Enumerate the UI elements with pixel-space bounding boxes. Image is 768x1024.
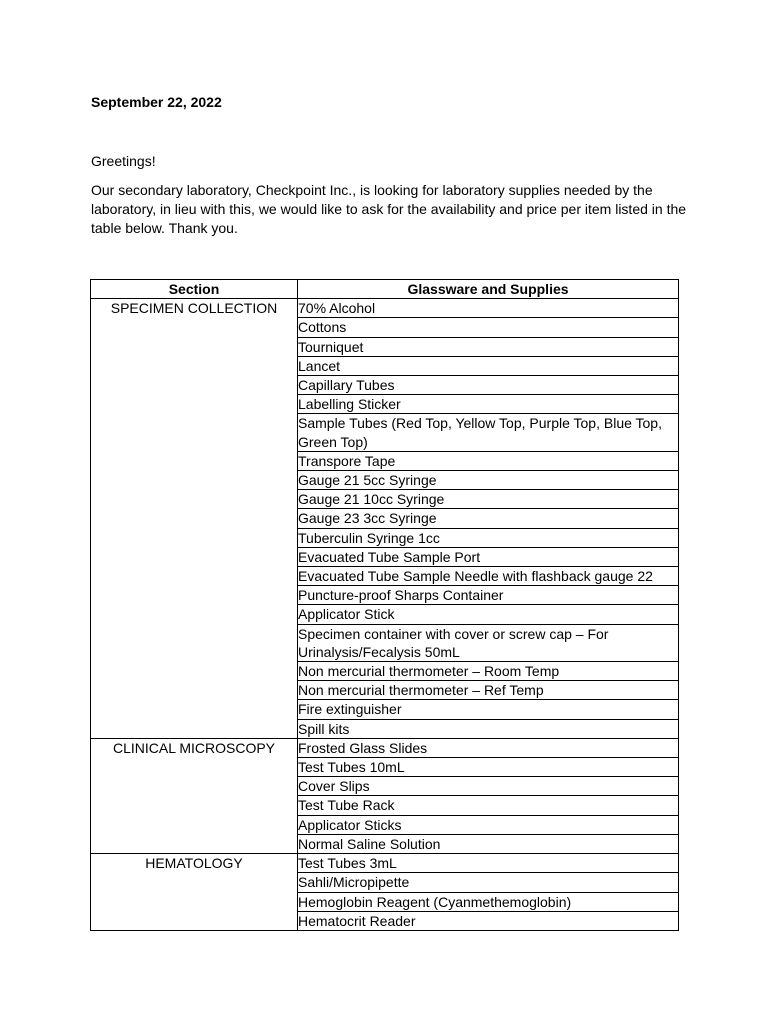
letter-date: September 22, 2022 <box>91 94 222 110</box>
supply-item: Sahli/Micropipette <box>298 873 679 892</box>
supply-item: Tourniquet <box>298 337 679 356</box>
supply-item: 70% Alcohol <box>298 299 679 318</box>
supplies-table <box>90 279 679 931</box>
supply-item: Hemoglobin Reagent (Cyanmethemoglobin) <box>298 892 679 911</box>
table-header-row <box>91 280 679 299</box>
header-supplies: Glassware and Supplies <box>298 280 679 299</box>
supply-item: Capillary Tubes <box>298 376 679 395</box>
supply-item: Gauge 23 3cc Syringe <box>298 509 679 528</box>
supply-item: Evacuated Tube Sample Port <box>298 547 679 566</box>
supply-item: Frosted Glass Slides <box>298 738 679 757</box>
supply-item: Normal Saline Solution <box>298 834 679 853</box>
supply-item: Gauge 21 10cc Syringe <box>298 490 679 509</box>
supply-item: Puncture-proof Sharps Container <box>298 586 679 605</box>
supply-item: Test Tubes 3mL <box>298 854 679 873</box>
supply-item: Sample Tubes (Red Top, Yellow Top, Purple Top, Blue Top, Green Top) <box>298 414 679 451</box>
supply-item: Fire extinguisher <box>298 700 679 719</box>
supply-item: Non mercurial thermometer – Room Temp <box>298 662 679 681</box>
supply-item: Hematocrit Reader <box>298 911 679 930</box>
table-row <box>91 299 679 318</box>
supply-item: Cottons <box>298 318 679 337</box>
supply-item: Transpore Tape <box>298 451 679 470</box>
supply-item: Labelling Sticker <box>298 395 679 414</box>
supply-item: Test Tubes 10mL <box>298 758 679 777</box>
supply-item: Gauge 21 5cc Syringe <box>298 471 679 490</box>
supply-item: Evacuated Tube Sample Needle with flashback gauge 22 <box>298 567 679 586</box>
table-row <box>91 854 679 873</box>
supply-item: Cover Slips <box>298 777 679 796</box>
table-row <box>91 738 679 757</box>
section-name: CLINICAL MICROSCOPY <box>91 738 298 853</box>
header-section: Section <box>91 280 298 299</box>
letter-body: Our secondary laboratory, Checkpoint Inc., is looking for laboratory supplies needed by the laboratory, in lieu with this, we would like to ask for the availability and price per item listed in the table below. Thank you. <box>91 182 687 236</box>
supply-item: Test Tube Rack <box>298 796 679 815</box>
supply-item: Tuberculin Syringe 1cc <box>298 528 679 547</box>
supply-item: Non mercurial thermometer – Ref Temp <box>298 681 679 700</box>
supply-item: Applicator Sticks <box>298 815 679 834</box>
supplies-table-body <box>91 299 679 931</box>
supply-item: Applicator Stick <box>298 605 679 624</box>
section-name: SPECIMEN COLLECTION <box>91 299 298 739</box>
supply-item: Specimen container with cover or screw cap – For Urinalysis/Fecalysis 50mL <box>298 624 679 661</box>
supply-item: Spill kits <box>298 719 679 738</box>
section-name: HEMATOLOGY <box>91 854 298 931</box>
greeting: Greetings! <box>91 153 156 169</box>
supply-item: Lancet <box>298 356 679 375</box>
